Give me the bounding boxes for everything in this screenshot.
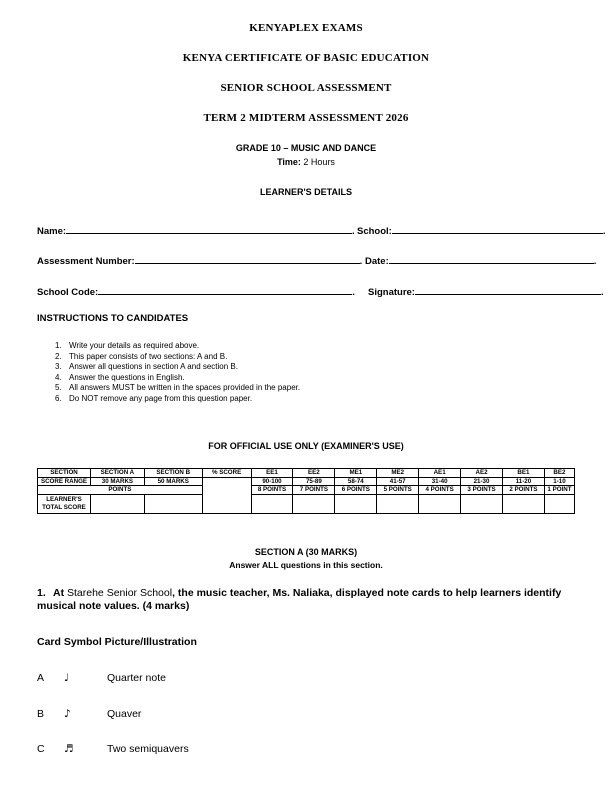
table-cell: 3 POINTS	[461, 486, 503, 495]
quaver-icon: ♪	[64, 708, 71, 720]
name-field-row: Name: .	[37, 226, 355, 237]
assessment-type-title: SENIOR SCHOOL ASSESSMENT	[220, 82, 392, 94]
school-field-row: School: .	[357, 226, 606, 237]
table-cell: % SCORE	[202, 469, 251, 478]
table-cell: POINTS	[38, 486, 203, 495]
exam-board-title: KENYAPLEX EXAMS	[249, 22, 363, 34]
section-a-subtitle: Answer ALL questions in this section.	[229, 560, 383, 570]
name-label: Name:	[37, 226, 67, 237]
signature-field[interactable]	[415, 285, 601, 295]
section-a-score-cell[interactable]	[90, 494, 144, 513]
instructions-title: INSTRUCTIONS TO CANDIDATES	[37, 313, 189, 324]
table-cell: EE1	[251, 469, 293, 478]
table-cell: SECTION B	[144, 469, 202, 478]
table-cell: ME1	[335, 469, 377, 478]
table-cell: LEARNER'S TOTAL SCORE	[38, 494, 91, 513]
table-cell: BE1	[502, 469, 544, 478]
card-letter: C	[37, 743, 45, 755]
table-cell: 11-20	[502, 477, 544, 486]
table-cell: 5 POINTS	[377, 486, 419, 495]
question-number: 1.	[37, 587, 46, 599]
table-cell: 1 POINT	[544, 486, 574, 495]
date-field-row: Date: .	[365, 256, 597, 267]
table-cell	[544, 494, 574, 513]
table-cell	[377, 494, 419, 513]
date-field[interactable]	[389, 254, 594, 264]
table-cell: 7 POINTS	[293, 486, 335, 495]
table-cell: 1-10	[544, 477, 574, 486]
table-cell: ME2	[377, 469, 419, 478]
semiquavers-icon: ♬	[64, 743, 74, 755]
table-row	[38, 494, 575, 513]
official-use-title: FOR OFFICIAL USE ONLY (EXAMINER'S USE)	[208, 441, 404, 451]
instruction-item: 4. Answer the questions in English.	[55, 372, 185, 382]
signature-label: Signature:	[368, 287, 415, 298]
table-cell	[502, 494, 544, 513]
school-field[interactable]	[392, 224, 603, 234]
card-note-name: Two semiquavers	[107, 743, 189, 755]
school-code-field[interactable]	[98, 285, 352, 295]
table-cell: 21-30	[461, 477, 503, 486]
term-title: TERM 2 MIDTERM ASSESSMENT 2026	[203, 112, 409, 124]
table-cell: SCORE RANGE	[38, 477, 91, 486]
table-cell: AE2	[461, 469, 503, 478]
table-row	[38, 469, 575, 478]
section-b-score-cell[interactable]	[144, 494, 202, 513]
table-cell	[251, 494, 293, 513]
table-cell	[461, 494, 503, 513]
card-letter: B	[37, 708, 45, 720]
table-cell: 31-40	[419, 477, 461, 486]
instruction-item: 1. Write your details as required above.	[55, 341, 200, 350]
learner-details-title: LEARNER'S DETAILS	[260, 187, 352, 197]
official-score-table	[37, 468, 575, 514]
table-cell	[335, 494, 377, 513]
table-cell: 50 MARKS	[144, 477, 202, 486]
table-cell	[293, 494, 335, 513]
signature-field-row: Signature: .	[368, 287, 604, 298]
card-note-name: Quarter note	[107, 672, 166, 684]
table-cell: SECTION	[38, 469, 91, 478]
table-cell: 8 POINTS	[251, 486, 293, 495]
table-cell: SECTION A	[90, 469, 144, 478]
table-cell	[419, 494, 461, 513]
table-cell: AE1	[419, 469, 461, 478]
date-label: Date:	[365, 256, 389, 267]
table-cell: BE2	[544, 469, 574, 478]
table-row	[38, 477, 575, 486]
percent-score-cell[interactable]	[202, 477, 251, 513]
instruction-item: 5. All answers MUST be written in the spaces provided in the paper.	[55, 383, 301, 392]
table-row	[38, 486, 575, 495]
subject-title: GRADE 10 – MUSIC AND DANCE	[235, 143, 377, 153]
time-label: Time:	[277, 157, 301, 167]
table-cell: 90-100	[251, 477, 293, 486]
card-letter: A	[37, 672, 45, 684]
table-cell: 75-89	[293, 477, 335, 486]
school-code-row: School Code: .	[37, 287, 355, 298]
time-value: 2 Hours	[303, 157, 335, 167]
instruction-item: 6. Do NOT remove any page from this question paper.	[55, 393, 253, 403]
table-cell: 58-74	[335, 477, 377, 486]
school-name: Starehe Senior School	[67, 587, 173, 599]
school-code-label: School Code:	[37, 287, 99, 298]
time-line	[0, 157, 612, 167]
instructions-list	[55, 341, 300, 404]
section-a-title: SECTION A (30 MARKS)	[254, 547, 358, 557]
school-label: School:	[357, 226, 392, 237]
table-cell: 2 POINTS	[502, 486, 544, 495]
card-note-name: Quaver	[107, 708, 142, 720]
instruction-item: 2. This paper consists of two sections: A and B.	[55, 351, 228, 361]
card-table-heading: Card Symbol Picture/Illustration	[37, 636, 197, 648]
certificate-title: KENYA CERTIFICATE OF BASIC EDUCATION	[182, 52, 430, 64]
assessment-number-row: Assessment Number: .	[37, 256, 363, 267]
quarter-note-icon: ♩	[64, 672, 69, 684]
instruction-item: 3. Answer all questions in section A and section B.	[55, 362, 238, 371]
name-field[interactable]	[66, 224, 352, 234]
table-cell: 41-57	[377, 477, 419, 486]
question-1: 1. At Starehe Senior School, the music teacher, Ms. Naliaka, displayed note cards to help learners identify musical note values. (4 marks)	[37, 587, 562, 612]
table-cell: 6 POINTS	[335, 486, 377, 495]
table-cell: 30 MARKS	[90, 477, 144, 486]
assessment-number-field[interactable]	[135, 254, 360, 264]
table-cell: EE2	[293, 469, 335, 478]
assessment-number-label: Assessment Number:	[37, 256, 135, 267]
table-cell: 4 POINTS	[419, 486, 461, 495]
